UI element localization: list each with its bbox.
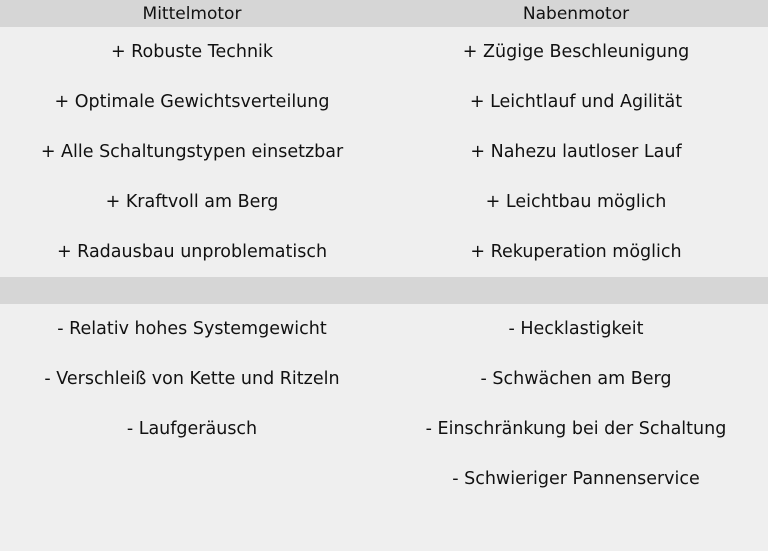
- con-mittelmotor: - Verschleiß von Kette und Ritzeln: [44, 369, 340, 389]
- pro-mittelmotor: + Radausbau unproblematisch: [56, 242, 328, 262]
- con-nabenmotor: - Hecklastigkeit: [508, 319, 644, 339]
- column-header-mittelmotor: Mittelmotor: [142, 3, 242, 24]
- pro-nabenmotor: + Zügige Beschleunigung: [462, 42, 690, 62]
- table-row: [0, 454, 768, 504]
- table-row: [0, 127, 768, 177]
- table-row: [0, 77, 768, 127]
- pro-nabenmotor: + Nahezu lautloser Lauf: [470, 142, 682, 162]
- table-row: [0, 304, 768, 354]
- table-row: [0, 227, 768, 277]
- pro-nabenmotor: + Rekuperation möglich: [470, 242, 682, 262]
- con-nabenmotor: - Schwächen am Berg: [480, 369, 672, 389]
- section-divider: [0, 277, 768, 304]
- pros-section: [0, 27, 768, 277]
- table-row: [0, 354, 768, 404]
- pro-mittelmotor: + Robuste Technik: [110, 42, 274, 62]
- pro-nabenmotor: + Leichtlauf und Agilität: [469, 92, 683, 112]
- table-row: [0, 27, 768, 77]
- table-row: [0, 177, 768, 227]
- table-row: [0, 404, 768, 454]
- con-nabenmotor: - Schwieriger Pannenservice: [452, 469, 700, 489]
- pro-mittelmotor: + Kraftvoll am Berg: [105, 192, 279, 212]
- cons-section: [0, 304, 768, 551]
- pro-mittelmotor: + Alle Schaltungstypen einsetzbar: [40, 142, 344, 162]
- con-mittelmotor: - Laufgeräusch: [126, 419, 258, 439]
- table-header: [0, 0, 768, 27]
- pro-mittelmotor: + Optimale Gewichtsverteilung: [54, 92, 330, 112]
- column-header-nabenmotor: Nabenmotor: [522, 3, 630, 24]
- con-mittelmotor: - Relativ hohes Systemgewicht: [57, 319, 327, 339]
- con-nabenmotor: - Einschränkung bei der Schaltung: [425, 419, 727, 439]
- pro-nabenmotor: + Leichtbau möglich: [485, 192, 667, 212]
